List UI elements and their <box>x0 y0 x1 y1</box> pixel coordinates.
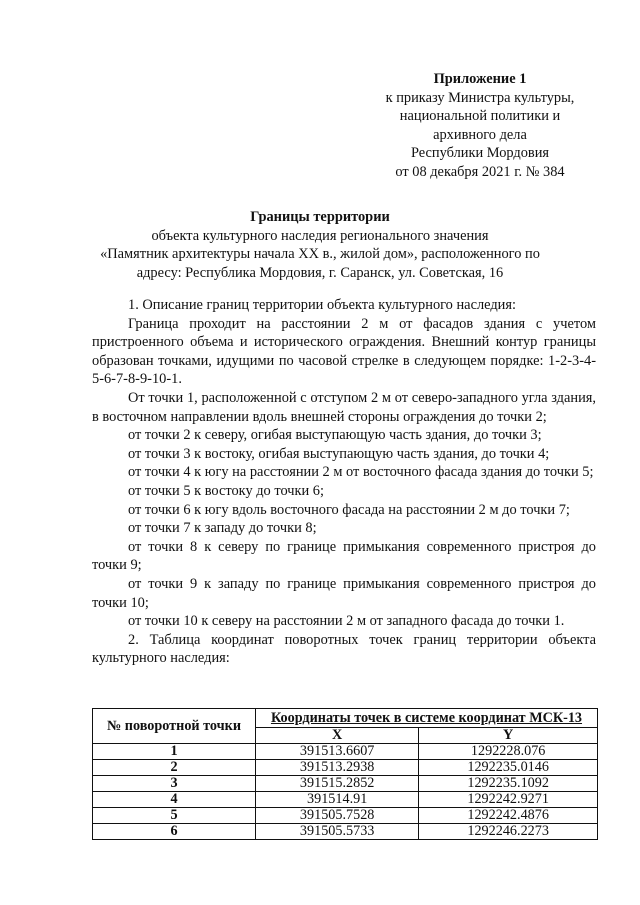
appendix-line: от 08 декабря 2021 г. № 384 <box>395 163 565 180</box>
header-point-number: № поворотной точки <box>93 709 256 744</box>
paragraph: От точки 1, расположенной с отступом 2 м от северо-западного угла здания, в восточном направлении вдоль внешней стороны ограждения до точки 2; <box>92 389 596 425</box>
y-value: 1292242.9271 <box>419 792 598 808</box>
paragraph: от точки 6 к югу вдоль восточного фасада на расстоянии 2 м до точки 7; <box>128 501 570 518</box>
heading-line: адресу: Республика Мордовия, г. Саранск, ул. Советская, 16 <box>136 264 504 281</box>
section-heading: 2. Таблица координат поворотных точек границ территории объекта культурного наследия: <box>92 631 596 667</box>
paragraph: от точки 2 к северу, огибая выступающую часть здания, до точки 3; <box>128 427 542 444</box>
appendix-line: Республики Мордовия <box>410 145 550 162</box>
header-x: X <box>256 728 419 744</box>
x-value: 391505.5733 <box>256 824 419 840</box>
appendix-line: национальной политики и <box>399 108 561 125</box>
document-body <box>92 296 596 668</box>
paragraph: от точки 7 к западу до точки 8; <box>128 520 317 537</box>
table-row <box>93 808 598 824</box>
point-number: 4 <box>93 792 256 808</box>
point-number: 1 <box>93 744 256 760</box>
paragraph: Граница проходит на расстоянии 2 м от фасадов здания с учетом пристроенного объема и исторического ограждения. Внешний контур границы образован точками, идущими по часовой стрелке в следующем порядке: 1-2-3-4-5-6-7-8-9-10-1. <box>92 315 596 388</box>
paragraph: от точки 8 к северу по границе примыкания современного пристроя до точки 9; <box>92 538 596 574</box>
x-value: 391513.2938 <box>256 760 419 776</box>
coordinates-table <box>92 708 598 840</box>
point-number: 3 <box>93 776 256 792</box>
header-coordinates: Координаты точек в системе координат МСК-13 <box>256 709 598 728</box>
table-row <box>93 792 598 808</box>
document-title: Границы территории <box>250 209 390 225</box>
table-row <box>93 776 598 792</box>
header-y: Y <box>419 728 598 744</box>
section-heading: 1. Описание границ территории объекта культурного наследия: <box>128 297 516 313</box>
y-value: 1292246.2273 <box>419 824 598 840</box>
table-row <box>93 760 598 776</box>
appendix-block <box>360 70 600 182</box>
y-value: 1292228.076 <box>419 744 598 760</box>
y-value: 1292242.4876 <box>419 808 598 824</box>
y-value: 1292235.0146 <box>419 760 598 776</box>
appendix-line: к приказу Министра культуры, <box>385 89 575 106</box>
paragraph: от точки 5 к востоку до точки 6; <box>128 482 324 499</box>
appendix-line: архивного дела <box>433 126 527 143</box>
document-heading <box>60 208 580 282</box>
table-row <box>93 824 598 840</box>
x-value: 391513.6607 <box>256 744 419 760</box>
x-value: 391505.7528 <box>256 808 419 824</box>
heading-line: объекта культурного наследия регионального значения <box>151 227 489 244</box>
heading-line: «Памятник архитектуры начала XX в., жилой дом», расположенного по <box>100 246 540 263</box>
point-number: 6 <box>93 824 256 840</box>
paragraph: от точки 10 к северу на расстоянии 2 м от западного фасада до точки 1. <box>128 613 565 630</box>
paragraph: от точки 4 к югу на расстоянии 2 м от восточного фасада здания до точки 5; <box>128 464 594 481</box>
appendix-title: Приложение 1 <box>433 71 527 87</box>
paragraph: от точки 9 к западу по границе примыкания современного пристроя до точки 10; <box>92 575 596 611</box>
paragraph: от точки 3 к востоку, огибая выступающую часть здания, до точки 4; <box>128 445 550 462</box>
x-value: 391515.2852 <box>256 776 419 792</box>
x-value: 391514.91 <box>256 792 419 808</box>
point-number: 5 <box>93 808 256 824</box>
point-number: 2 <box>93 760 256 776</box>
y-value: 1292235.1092 <box>419 776 598 792</box>
table-row <box>93 744 598 760</box>
